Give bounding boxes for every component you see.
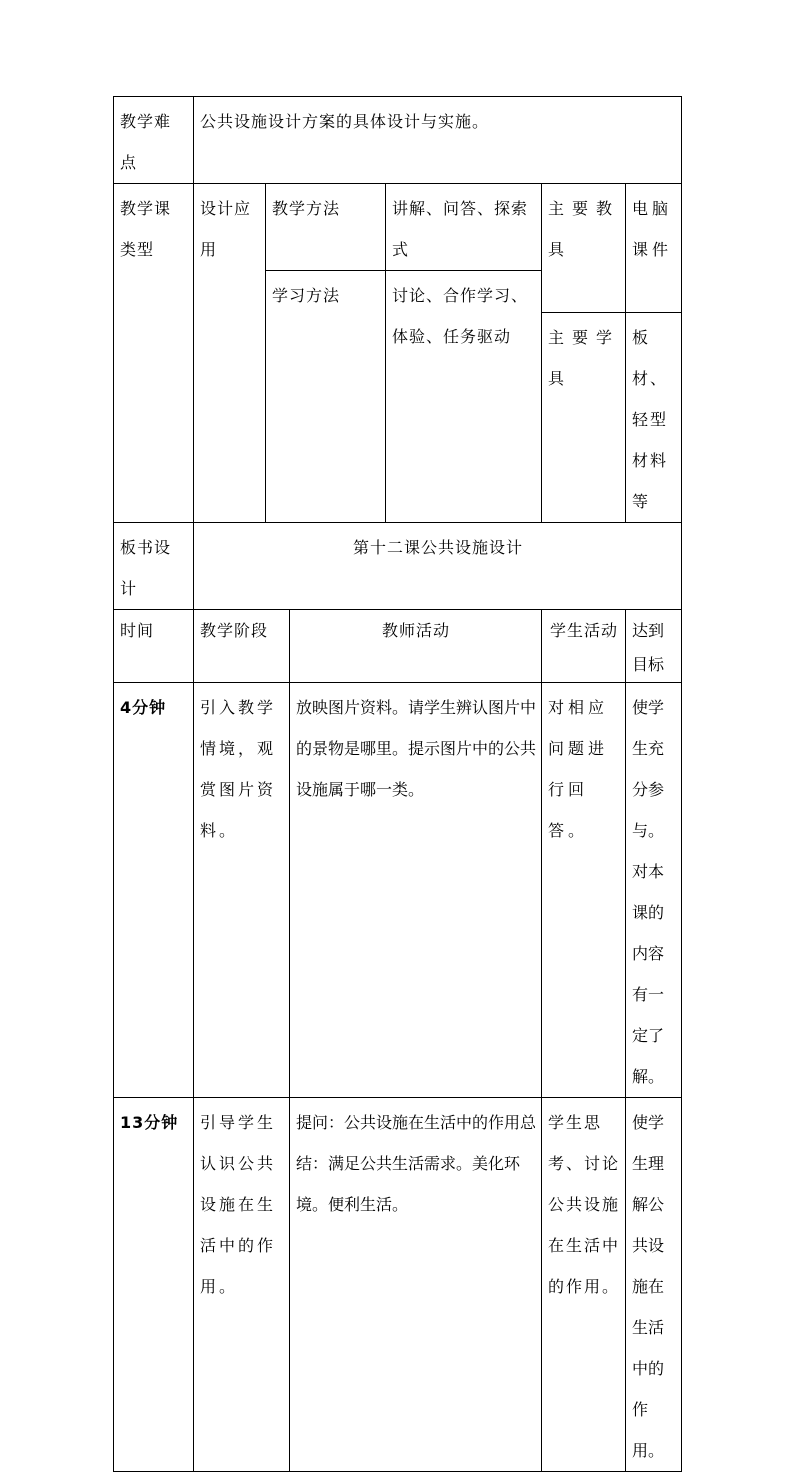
teacher-tools-label: 主要教具: [542, 184, 626, 313]
row1-teacher: 放映图片资料。请学生辨认图片中的景物是哪里。提示图片中的公共设施属于哪一类。: [290, 683, 542, 1098]
row2-teacher: 提问：公共设施在生活中的作用总结：满足公共生活需求。美化环境。便利生活。: [290, 1098, 542, 1472]
row1-goal: 使学生充分参与。对本课的内容有一定了解。: [626, 683, 682, 1098]
schedule-row: [114, 1098, 682, 1472]
row1-time: 4分钟: [114, 683, 194, 1098]
row2-time: 13分钟: [114, 1098, 194, 1472]
header-stage: 教学阶段: [194, 610, 290, 683]
course-type-value: 设计应用: [194, 184, 266, 523]
row1-stage: 引入教学情境，观赏图片资料。: [194, 683, 290, 1098]
row2-goal: 使学生理解公共设施在生活中的作用。: [626, 1098, 682, 1472]
teacher-tools-value: 电脑课件: [626, 184, 682, 313]
student-tools-value: 板材、轻型材料等: [626, 313, 682, 523]
board-content: 第十二课公共设施设计: [194, 523, 682, 610]
learn-method-value: 讨论、合作学习、体验、任务驱动: [386, 271, 542, 523]
header-student: 学生活动: [542, 610, 626, 683]
board-label: 板书设计: [114, 523, 194, 610]
teach-method-label: 教学方法: [266, 184, 386, 271]
course-type-label: 教学课类型: [114, 184, 194, 523]
lesson-plan-table: [113, 96, 682, 1472]
learn-method-label: 学习方法: [266, 271, 386, 523]
difficulty-label: 教学难点: [114, 97, 194, 184]
header-teacher: 教师活动: [290, 610, 542, 683]
row2-stage: 引导学生认识公共设施在生活中的作用。: [194, 1098, 290, 1472]
teach-method-value: 讲解、问答、探索式: [386, 184, 542, 271]
row1-student: 对相应问题进行回答。: [542, 683, 626, 1098]
difficulty-content: 公共设施设计方案的具体设计与实施。: [194, 97, 682, 184]
row2-student: 学生思考、讨论公共设施在生活中的作用。: [542, 1098, 626, 1472]
student-tools-label: 主要学具: [542, 313, 626, 523]
schedule-row: [114, 683, 682, 1098]
header-goal: 达到目标: [626, 610, 682, 683]
header-time: 时间: [114, 610, 194, 683]
